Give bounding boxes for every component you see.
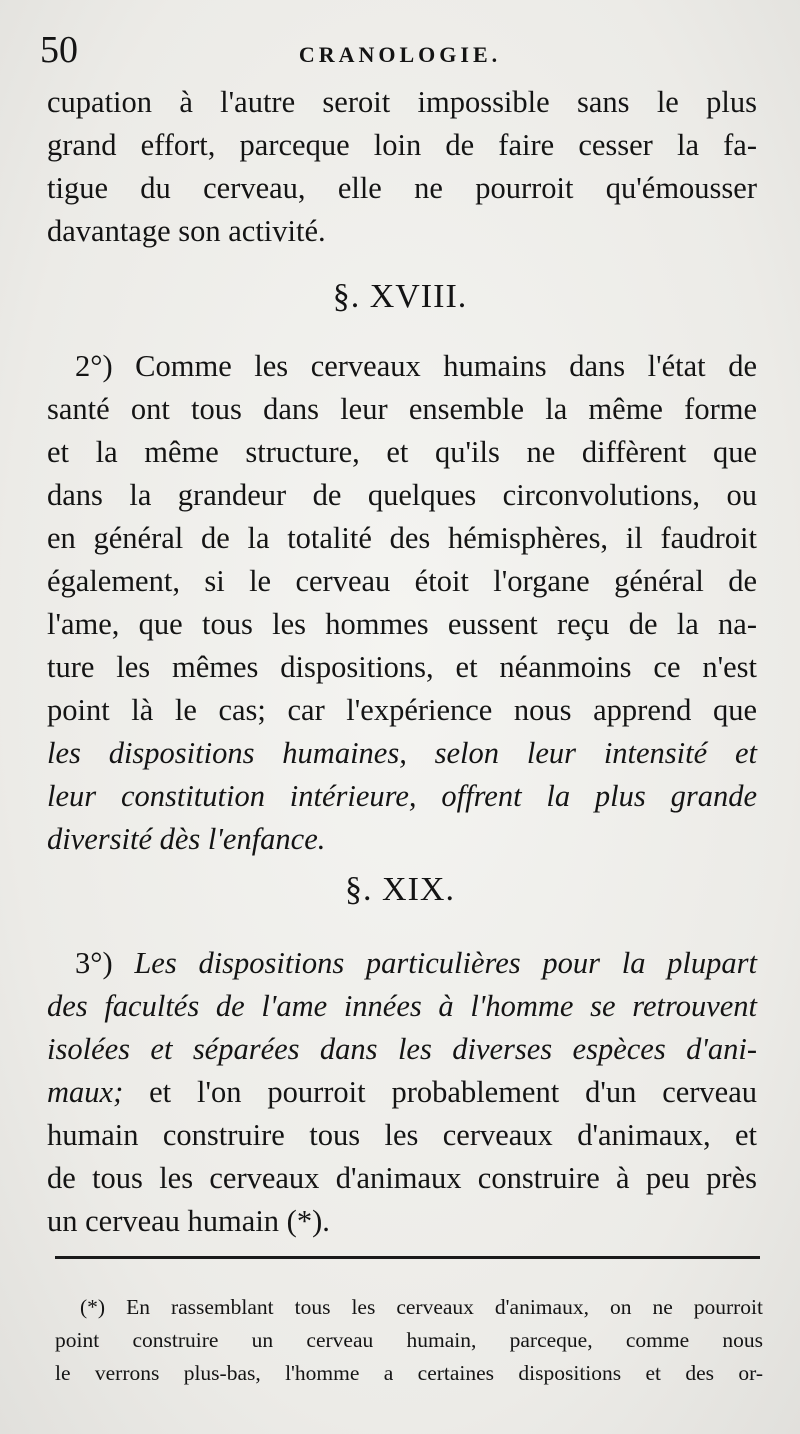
text-line: l'ame, que tous les hommes eussent reçu de la na- [47,607,757,641]
text-line: diversité dès l'enfance. [47,822,326,856]
running-head: CRANOLOGIE. [298,42,502,67]
page-number: 50 [40,29,78,71]
text-line: un cerveau humain (*). [47,1204,330,1238]
text-line: de tous les cerveaux d'animaux construire à peu près [47,1161,757,1195]
text-line: humain construire tous les cerveaux d'animaux, et [47,1118,757,1152]
text-line: et la même structure, et qu'ils ne diffèrent que [47,435,757,469]
footnote-line: point construire un cerveau humain, parceque, comme nous [55,1328,763,1352]
text-line: point là le cas; car l'expérience nous apprend que [47,693,757,727]
page-header [40,28,760,78]
text-line: santé ont tous dans leur ensemble la même forme [47,392,757,426]
text-line: des facultés de l'ame innées à l'homme se retrouvent [47,989,757,1023]
footnote-line: le verrons plus-bas, l'homme a certaines dispositions et des or- [55,1361,763,1385]
text-line: isolées et séparées dans les diverses espèces d'ani- [47,1032,757,1066]
text-line: dans la grandeur de quelques circonvolutions, ou [47,478,757,512]
text-line: tigue du cerveau, elle ne pourroit qu'émousser [47,171,757,205]
section-heading-19: §. XIX. [345,871,455,908]
text-line: grand effort, parceque loin de faire cesser la fa- [47,128,757,162]
text-line: en général de la totalité des hémisphères, il faudroit [47,521,757,555]
text-line: 3°) Les dispositions particulières pour la plupart [75,946,757,980]
text-line: ture les mêmes dispositions, et néanmoins ce n'est [47,650,757,684]
text-line: davantage son activité. [47,214,326,248]
text-line: maux; et l'on pourroit probablement d'un cerveau [47,1075,757,1109]
text-line: cupation à l'autre seroit impossible sans le plus [47,85,757,119]
footnote-rule [55,1256,760,1259]
section-heading-18: §. XVIII. [332,278,468,315]
text-line: les dispositions humaines, selon leur intensité et [47,736,757,770]
text-line: 2°) Comme les cerveaux humains dans l'état de [75,349,757,383]
footnote-line: (*) En rassemblant tous les cerveaux d'animaux, on ne pourroit [80,1295,763,1319]
text-line: également, si le cerveau étoit l'organe général de [47,564,757,598]
text-line: leur constitution intérieure, offrent la plus grande [47,779,757,813]
